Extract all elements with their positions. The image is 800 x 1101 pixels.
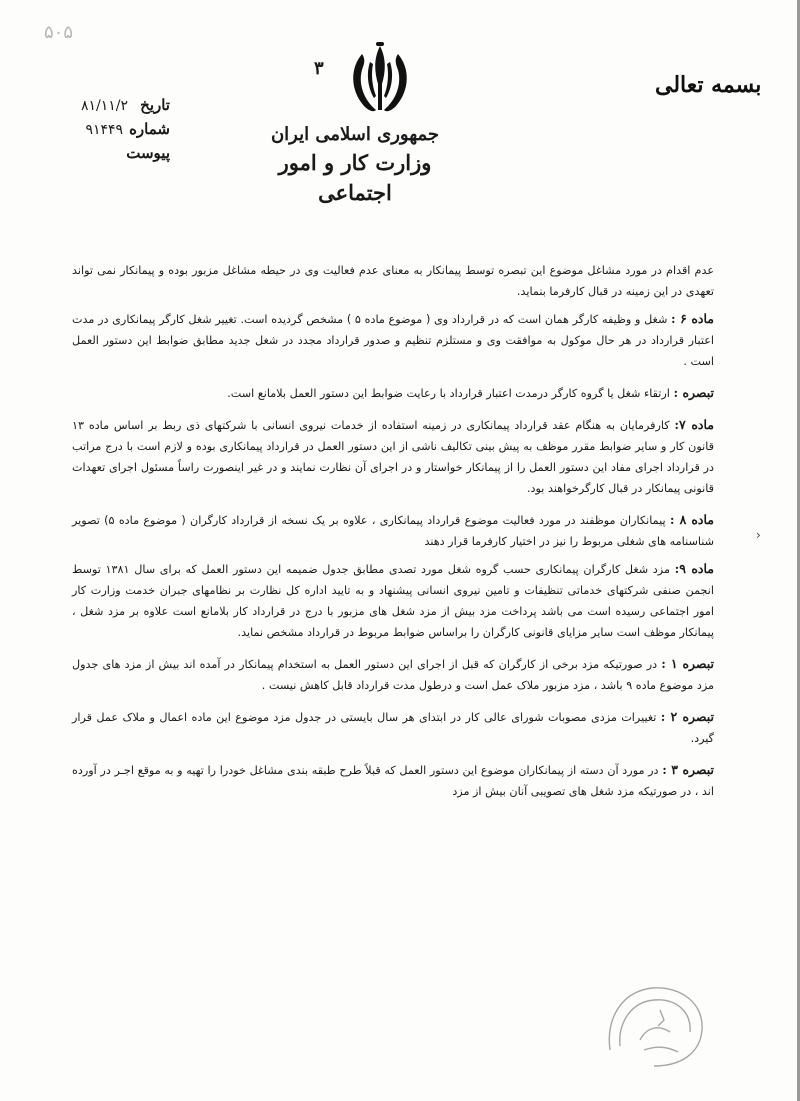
article-heading: ماده ۷:	[674, 417, 714, 432]
article-heading: ماده ۹:	[674, 561, 714, 576]
letter-meta	[30, 96, 170, 168]
number-label: شماره	[129, 120, 170, 138]
paragraph-text: عدم اقدام در مورد مشاغل موضوع این تبصره توسط پیمانکار به معنای عدم فعالیت وی در حیطه مشاغل مزبور بوده و پیمانکار نمی تواند تعهدی در این زمینه در قبال کارفرما بنماید.	[72, 264, 714, 298]
margin-mark: ›	[756, 528, 761, 542]
seal-stamp-icon	[600, 980, 710, 1070]
note-article-6	[72, 382, 714, 404]
note-1	[72, 653, 714, 696]
note-heading: تبصره ۳ :	[662, 762, 715, 777]
article-7	[72, 414, 714, 499]
paragraph-1	[72, 260, 714, 302]
paragraph-text: پیمانکاران موظفند در مورد فعالیت موضوع قرارداد پیمانکاری ، علاوه بر یک نسخه از قرارداد کارگران ( موضوع ماده ۵) تصویر شناسنامه های شغلی مربوط را نیز در اختیار کارفرما قرار دهند	[72, 514, 714, 548]
number-value: ۹۱۴۴۹	[85, 122, 124, 138]
article-heading: ماده ۶ :	[671, 311, 714, 326]
ministry-name: وزارت کار و امور اجتماعی	[278, 150, 432, 205]
paragraph-text: کارفرمایان به هنگام عقد قرارداد پیمانکاری در زمینه استفاده از خدمات نیروی انسانی با شرکتهای ذی ربط بر اساس ماده ۱۳ قانون کار و سایر ضوابط مقرر موظف به پیش بینی تکالیف ناشی از این دستور العمل در قرارداد پیمانکاری بوده و لازم است با درج مراتب در قرارداد اجرای مفاد این دستور العمل را از پیمانکار خواستار و در اجرای آن نظارت نمایند و در غیر اینصورت راساً مسئول اجرای تعهدات قانونی پیمانکار در قبال کارگرخواهند بود.	[72, 419, 714, 495]
paragraph-text: مزد شغل کارگران پیمانکاری حسب گروه شغل مورد تصدی مطابق جدول ضمیمه این دستور العمل که برای سال ۱۳۸۱ توسط انجمن صنفی شرکتهای خدماتی تنظیفات و تامین نیروی انسانی پیشنهاد و به تایید اداره کل نظارت بر نظامهای جبران خدمت وزارت کار امور اجتماعی رسیده است می باشد پرداخت مزد بیش از مزد شغل های مزبور با درج در قرارداد کار بلامانع است علاوه بر مزد شغل ، پیمانکار موظف است سایر مزایای قانونی کارگران را براساس ضوابط مربوط در قرارداد مشخص نماید.	[72, 563, 714, 639]
ministry-header	[250, 122, 460, 208]
note-heading: تبصره ۱ :	[661, 656, 715, 671]
paragraph-text: در صورتیکه مزد برخی از کارگران که قبل از اجرای این دستور العمل به استخدام پیمانکار در آمده اند بیش از مزد های جدول مزد موضوع ماده ۹ باشد ، مزد مزبور ملاک عمل است و درطول مدت قرارداد قابل کاهش نیست .	[72, 658, 714, 692]
note-heading: تبصره ۲ :	[660, 709, 714, 724]
date-label: تاریخ	[140, 96, 170, 114]
paragraph-text: ارتقاء شغل یا گروه کارگر درمدت اعتبار قرارداد با رعایت ضوابط این دستور العمل بلامانع است.	[227, 387, 670, 400]
note-2	[72, 706, 714, 749]
paragraph-text: در مورد آن دسته از پیمانکاران موضوع این دستور العمل که قبلاً طرح طبقه بندی مشاغل خودرا را تهیه و به موقع اجـر در آورده اند ، در صورتیکه مزد شغل های تصویبی آنان بیش از مزد	[72, 764, 714, 798]
basmala-heading: بسمه تعالی	[655, 72, 762, 98]
paragraph-text: شغل و وظیفه کارگر همان است که در قرارداد وی ( موضوع ماده ۵ ) مشخص گردیده است. تغییر شغل کارگر پیمانکاری در مدت اعتبار قرارداد در هر حال موکول به موافقت وی و مستلزم تنظیم و صدور قرارداد مجدد در شغل جدید مطابق ضوابط این دستور العمل است .	[72, 313, 714, 368]
letter-body	[72, 260, 714, 808]
paragraph-text: تغییرات مزدی مصوبات شورای عالی کار در ابتدای هر سال بایستی در جدول مزد موضوع این ماده اعمال و ملاک عمل قرار گیرد.	[72, 711, 714, 745]
article-9	[72, 558, 714, 643]
meta-number-row	[30, 120, 170, 144]
header-number-mark: ۳	[314, 58, 324, 79]
article-8	[72, 509, 714, 552]
note-heading: تبصره :	[673, 385, 714, 400]
page-number: ۵۰۵	[44, 22, 74, 43]
date-value: ۸۱/۱۱/۲	[80, 98, 128, 114]
article-6	[72, 308, 714, 372]
attachment-label: پیوست	[126, 144, 170, 162]
republic-name: جمهوری اسلامی ایران	[270, 124, 440, 145]
article-heading: ماده ۸ :	[669, 512, 715, 527]
note-3	[72, 759, 714, 802]
meta-attachment-row	[30, 144, 170, 168]
iran-emblem-icon	[340, 40, 420, 120]
meta-date-row	[30, 96, 170, 120]
